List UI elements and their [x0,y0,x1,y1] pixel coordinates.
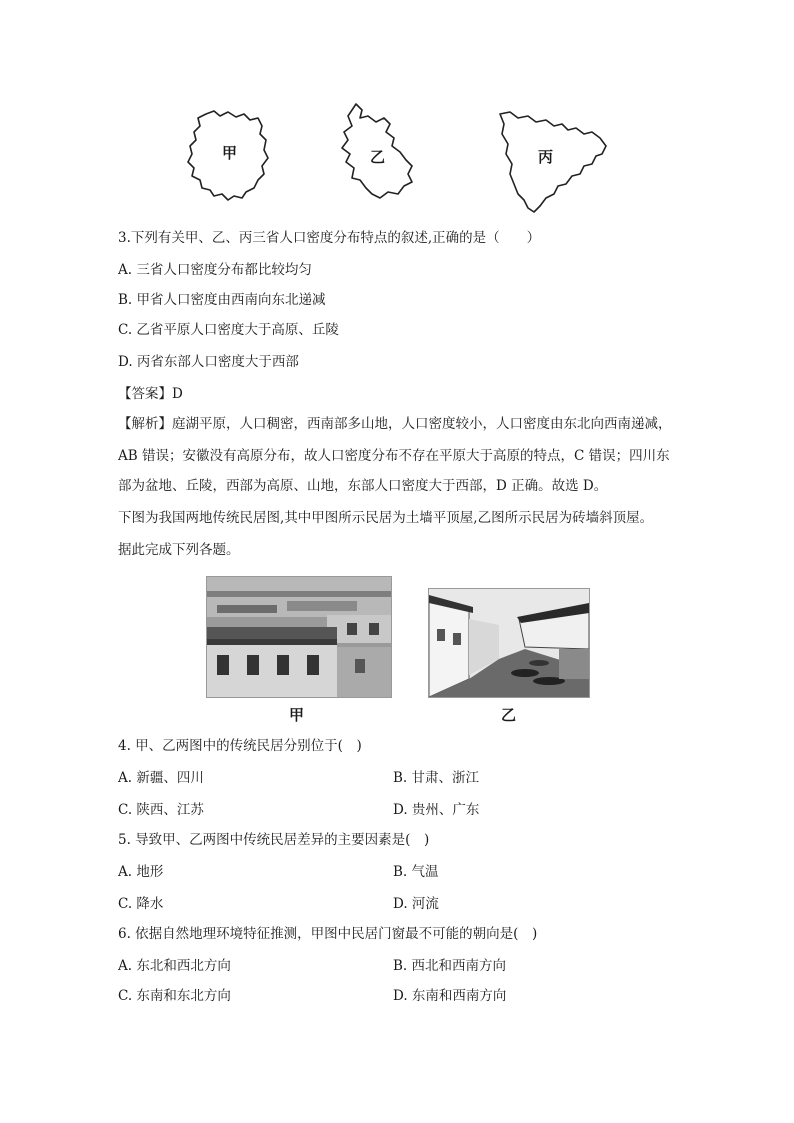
q3-option-c: C. 乙省平原人口密度大于高原、丘陵 [118,322,339,338]
intro-line-1: 下图为我国两地传统民居图,其中甲图所示民居为土墙平顶屋,乙图所示民居为砖墙斜顶屋。 [118,510,654,526]
photo-yi [428,588,590,698]
q4-option-a: A. 新疆、四川 [118,770,204,786]
province-maps [180,100,620,220]
map-jia [184,108,274,203]
photo-caption-yi: 乙 [501,706,517,724]
q3-option-b: B. 甲省人口密度由西南向东北递减 [118,292,326,308]
q4-stem: 4. 甲、乙两图中的传统民居分别位于( ) [118,738,362,754]
q4-option-b: B. 甘肃、浙江 [393,770,480,786]
map-label-yi: 乙 [370,148,386,166]
map-label-bing: 丙 [538,148,554,166]
flat-roof-houses-photo-icon [207,577,391,697]
q5-stem: 5. 导致甲、乙两图中传统民居差异的主要因素是( ) [118,832,430,848]
photo-jia [206,576,392,698]
q6-option-c: C. 东南和东北方向 [118,988,231,1004]
q3-analysis-line-2: AB 错误；安徽没有高原分布，故人口密度分布不存在平原大于高原的特点，C 错误；四川东 [118,448,670,464]
answer-label: 【答案】 [118,386,172,402]
q3-option-d: D. 丙省东部人口密度大于西部 [118,354,299,370]
q4-option-c: C. 陕西、江苏 [118,802,204,818]
province-outline-bing-icon [496,108,611,218]
canal-town-photo-icon [429,589,589,697]
q3-analysis-line-1 [118,414,672,434]
map-yi [332,102,422,202]
q6-option-d: D. 东南和西南方向 [393,988,507,1004]
q4-option-d: D. 贵州、广东 [393,802,480,818]
q3-analysis-line-3: 部为盆地、丘陵，西部为高原、山地，东部人口密度大于西部，D 正确。故选 D。 [118,478,608,494]
q5-option-b: B. 气温 [393,864,439,880]
map-label-jia: 甲 [222,144,238,162]
photo-caption-jia: 甲 [289,706,305,724]
q6-option-a: A. 东北和西北方向 [118,958,231,974]
q3-stem: 3.下列有关甲、乙、丙三省人口密度分布特点的叙述,正确的是（ ） [118,230,541,246]
answer-value: D [172,386,183,402]
map-bing [496,108,611,218]
q6-stem: 6. 依据自然地理环境特征推测，甲图中民居门窗最不可能的朝向是( ) [118,926,538,942]
q6-option-b: B. 西北和西南方向 [393,958,507,974]
q5-option-a: A. 地形 [118,864,164,880]
intro-line-2: 据此完成下列各题。 [118,542,240,558]
q5-option-c: C. 降水 [118,896,164,912]
analysis-text-1: 庭湖平原，人口稠密，西南部多山地，人口密度较小，人口密度由东北向西南递减， [172,416,672,432]
q3-option-a: A. 三省人口密度分布都比较均匀 [118,262,312,278]
q5-option-d: D. 河流 [393,896,439,912]
analysis-label: 【解析】 [118,416,172,432]
q3-answer [118,384,183,404]
